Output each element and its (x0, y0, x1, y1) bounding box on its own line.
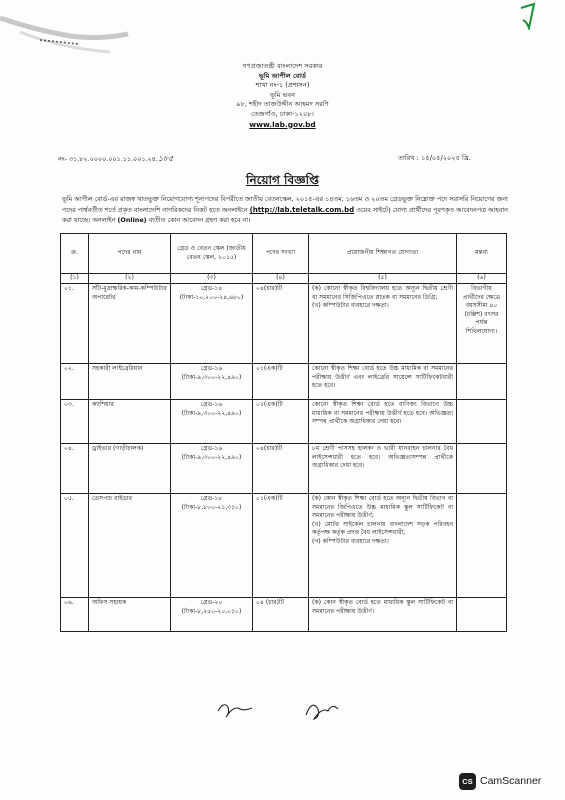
col-number: (৫) (309, 274, 457, 284)
column-number-row (61, 274, 507, 284)
notice-title (0, 172, 565, 192)
scale-text: (টাকা-৯,৩০০-২২,৪৯০) (181, 453, 242, 461)
signature-2 (300, 697, 342, 721)
cell-requirement: ৮ম শ্রেণী পাসসহ হালকা ও ভারী যানবাহন চালনার বৈধ লাইসেন্সধারী হতে হবে। অভিজ্ঞতাসম্পন্ন প্রার্থীকে অগ্রাধিকার দেয়া হবে। (309, 443, 457, 493)
cell-count: ০১(এক)টি (253, 493, 309, 597)
camscanner-label: CamScanner (480, 775, 542, 787)
cell-sl: ০২. (61, 363, 89, 399)
table-row (61, 443, 507, 493)
branch-line: শাখা নং-১ (প্রশাসন) (255, 81, 310, 90)
table-row (61, 399, 507, 443)
table-row (61, 493, 507, 597)
scale-text: (টাকা-৯,৩০০-২২,৪৯০) (181, 373, 242, 381)
scale-text: (টাকা-৯,৩০০-২২,৪৯০) (181, 409, 242, 417)
cell-grade (171, 443, 253, 493)
req-text-2: (খ) মোটর সাইকেল চালনায় বাংলাদেশ সড়ক পরিবহন কর্তৃপক্ষ কর্তৃক প্রদত্ত বৈধ লাইসেন্সধারী; (312, 520, 453, 537)
cell-sl: ০১. (61, 283, 89, 363)
memo-date (398, 152, 471, 164)
cell-post: সহকারী লাইব্রেরিয়ান (89, 363, 171, 399)
scale-text: (টাকা-৮,৮০০-২১,৩১০) (181, 503, 242, 511)
cell-post: অফিস সহায়ক (89, 597, 171, 631)
cell-requirement (309, 493, 457, 597)
memo-number (58, 153, 173, 166)
govt-line: গণপ্রজাতন্ত্রী বাংলাদেশ সরকার (242, 62, 323, 70)
col-header-count: পদের সংখ্যা (253, 234, 309, 274)
cell-count: ০১(এক)টি (253, 363, 309, 399)
cell-count: ০৪(চার)টি (253, 443, 309, 493)
memo-number-suffix: ১৮৫ (157, 154, 174, 163)
cell-requirement: (ক) কোন স্বীকৃত বোর্ড হতে মাধ্যমিক স্কুল সার্টিফিকেট বা সমমানের পরীক্ষায় উত্তীর্ণ। (309, 597, 457, 631)
cell-sl: ০৩. (61, 399, 89, 443)
grade-text: গ্রেড-১৬ (200, 401, 223, 409)
cell-requirement (309, 283, 457, 363)
cell-post: সাঁট-মুদ্রাক্ষরিক-কাম-কম্পিউটার অপারেটর (89, 283, 171, 363)
grade-text: গ্রেড-২০ (200, 599, 223, 607)
cell-post: ডেসপাচ রাইডার (89, 493, 171, 597)
col-header-sl: ক্র. (61, 234, 89, 274)
signature-1 (214, 697, 256, 721)
grade-text: গ্রেড-১৪ (200, 285, 223, 293)
paper-clip-shadow (0, 0, 130, 58)
cell-remark-empty (457, 597, 507, 631)
camscanner-logo: CS (459, 773, 476, 790)
date-value: ১৫/০৫/২০২৫ খ্রি. (421, 154, 471, 162)
camscanner-watermark (459, 771, 541, 791)
col-header-requirement: প্রয়োজনীয় শিক্ষাগত যোগ্যতা (309, 234, 457, 274)
cell-remark-empty (457, 443, 507, 493)
table-header-row (61, 234, 507, 274)
cell-grade (171, 283, 253, 363)
memo-number-text: নং- ৩১.৮২.০০০০.০০১.১১.০০১.২৪. (58, 155, 158, 163)
col-number: (৬) (457, 274, 507, 284)
req-text: (ক) কোন স্বীকৃত শিক্ষা বোর্ড হতে অন্যূন দ্বিতীয় বিভাগ বা সমমানের জিপিএতে উচ্চ মাধ্যমিক স্কুল সার্টিফিকেট বা সমমানের পরীক্ষায় উত্তীর্ণ; (312, 495, 453, 520)
col-header-grade: গ্রেড ও বেতন স্কেল (জাতীয় বেতন স্কেল, ২০১৫) (171, 234, 253, 274)
notice-title-text: নিয়োগ বিজ্ঞপ্তি (246, 173, 319, 187)
cell-requirement: কোনো স্বীকৃত শিক্ষা বোর্ড হতে উচ্চ মাধ্যমিক বা সমমানের পরীক্ষায় উত্তীর্ণ এবং লাইব্রেরি সায়েন্সে সার্টিফিকেটধারী হতে হবে। (309, 363, 457, 399)
col-number: (৩) (171, 274, 253, 284)
req-text-2: (খ) কম্পিউটার ব্যবহারে দক্ষতা। (312, 302, 389, 310)
city-line: তেজগাঁও, ঢাকা-১২০৮। (251, 109, 314, 118)
cell-post: ড্রাইভার (গাড়ীচালক) (89, 443, 171, 493)
cell-requirement: কোনো স্বীকৃত শিক্ষা বোর্ড হতে বাণিজ্য বিভাগে উচ্চ মাধ্যমিক বা সমমানের পরীক্ষায় উত্তীর্ণ হতে হবে। অভিজ্ঞতা সম্পন্ন প্রার্থীকে অগ্রাধিকার দেয়া হবে। (309, 399, 457, 443)
cell-grade (171, 363, 253, 399)
scale-text: (টাকা-১০,২০০-২৪,৬৮০) (179, 293, 244, 301)
table-row (61, 363, 507, 399)
board-name: ভূমি আপীল বোর্ড (258, 71, 307, 80)
intro-online: (Online) (117, 216, 147, 225)
scale-text: (টাকা-৮,২৫০-২০,০১০) (181, 607, 242, 615)
teletalk-link[interactable]: (http://lab.teletalk.com.bd (249, 205, 355, 214)
cell-sl: ০৬. (61, 597, 89, 631)
date-label: তারিখ : (398, 154, 420, 162)
col-number: (৪) (253, 274, 309, 284)
building-line: ভূমি ভবন (269, 90, 296, 99)
vacancy-table (60, 233, 507, 632)
intro-part3: ব্যতীত কোন আবেদন গ্রহণ করা হবে না। (148, 216, 251, 225)
cell-remark-empty (457, 363, 507, 399)
cell-count: ০৪ (চার)টি (253, 597, 309, 631)
req-text-3: (গ) কম্পিউটার ব্যবহারে দক্ষতা। (312, 538, 389, 546)
street-line: ৯৮, শহীদ তাজউদ্দীন আহমদ সরণি (236, 100, 329, 109)
cell-grade (171, 597, 253, 631)
col-header-remarks: মন্তব্য (457, 234, 507, 274)
office-header (160, 62, 405, 129)
table-row (61, 597, 507, 631)
cell-remark: বিভাগীয় প্রার্থীদের ক্ষেত্রে বয়সসীমা ৪০ (চল্লিশ) বৎসর পর্যন্ত শিথিলযোগ্য। (457, 283, 507, 363)
grade-text: গ্রেড-১৮ (200, 495, 223, 503)
col-number: (২) (89, 274, 171, 284)
cell-post: ক্যাশিয়ার (89, 399, 171, 443)
grade-text: গ্রেড-১৬ (200, 365, 223, 373)
intro-part1: ভূমি আপীল বোর্ড-এর রাজস্ব খাতভুক্ত নিয়োগযোগ্য শূন্যপদের বিপরীতে জাতীয় বেতনস্কেল, ২০১৫-এর ১৪তম, ১৬তম ও ২০তম গ্রেডভুক্ত নিম্নোক্ত পদে সরাসরি নিয়োগের জন্য পদের পার্শ্ববর্তীত শর্তে প্রকৃত বাংলাদেশি নাগরিকদের নিকট হতে অনলাইনে (62, 195, 508, 214)
website-link[interactable]: www.lab.gov.bd (249, 119, 316, 129)
col-number: (১) (61, 274, 89, 284)
intro-part2: ওয়েব সাইটে) যোগ্য প্রার্থীদের পূরণকৃত আবেদনপত্র আহবান করা যাচ্ছে। অনলাইন (62, 205, 508, 225)
intro-paragraph (62, 194, 508, 226)
cell-count: ০১(এক)টি (253, 399, 309, 443)
cell-grade (171, 493, 253, 597)
cell-remark-empty (457, 399, 507, 443)
cell-sl: ০৪. (61, 443, 89, 493)
check-mark-icon (518, 2, 538, 30)
grade-text: গ্রেড-১৬ (200, 445, 223, 453)
cell-remark-empty (457, 493, 507, 597)
cell-count: ০৪(চার)টি (253, 283, 309, 363)
cell-sl: ০৫. (61, 493, 89, 597)
req-text: (ক) কোনো স্বীকৃত বিশ্ববিদ্যালয় হতে অন্যূন দ্বিতীয় শ্রেণী বা সমমানের সিজিপিএতে স্নাতক বা সমমানের ডিগ্রি; (312, 285, 453, 301)
table-row (61, 283, 507, 363)
cell-grade (171, 399, 253, 443)
col-header-post: পদের নাম (89, 234, 171, 274)
